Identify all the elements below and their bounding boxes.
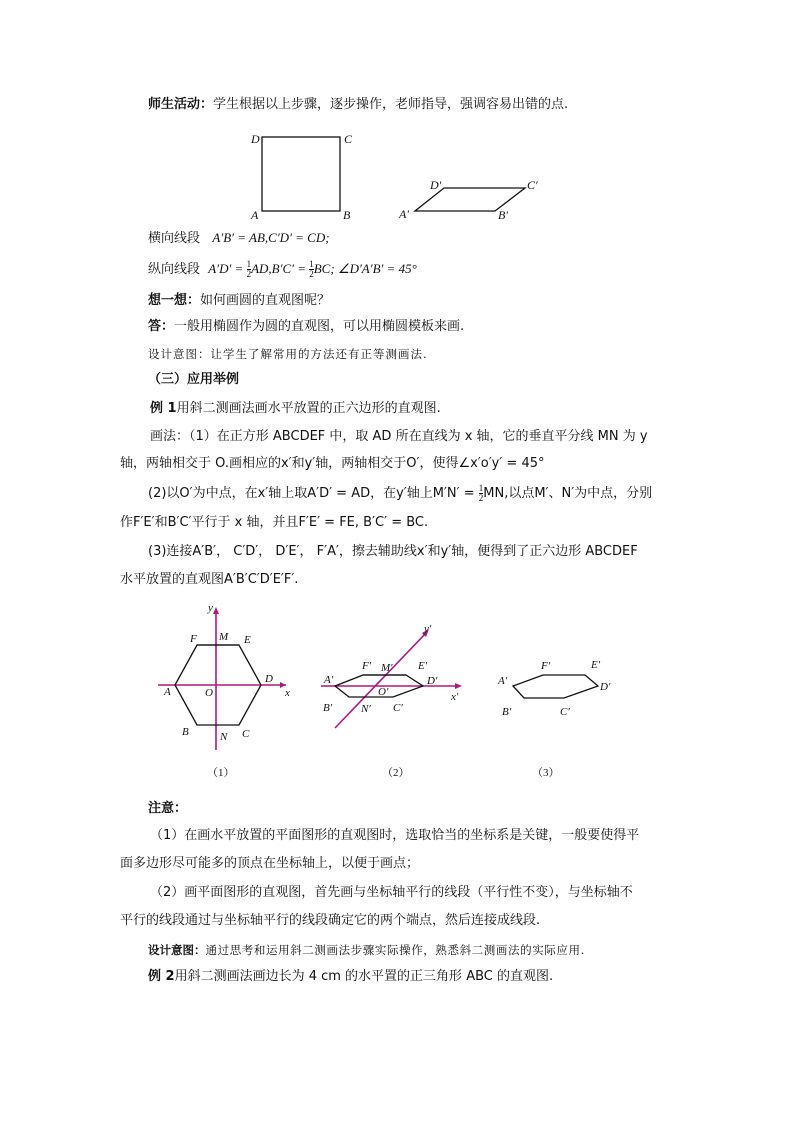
- answer-text: 一般用椭圆作为圆的直观图，可以用椭圆模板来画.: [174, 319, 465, 334]
- think-text: 如何画圆的直观图呢？: [200, 293, 331, 308]
- fig1-label-y: y: [208, 602, 213, 614]
- fig1-label-b: B: [182, 726, 189, 738]
- note-title: 注意：: [148, 801, 188, 816]
- heng-label: 横向线段: [148, 231, 201, 246]
- para-label-b: B′: [498, 208, 508, 222]
- y-arrow-1: [213, 607, 219, 614]
- think-label: 想一想：: [148, 293, 201, 308]
- para-label-a: A′: [399, 207, 409, 221]
- step-1a: 画法：（1）在正方形 ABCDEF 中，取 AD 所在直线为 x 轴，它的垂直平分线 MN 为 y: [150, 429, 648, 444]
- activity-label: 师生活动：: [148, 97, 214, 112]
- square-label-c: C: [344, 132, 353, 146]
- note-2b: 平行的线段通过与坐标轴平行的线段确定它的两个端点，然后连接成线段.: [120, 913, 541, 928]
- fig2-label-y: y′: [424, 623, 432, 635]
- note-1b: 面多边形尽可能多的顶点在坐标轴上，以便于画点；: [120, 856, 420, 871]
- fig3-label-b: B′: [502, 706, 512, 718]
- fig3-caption: （3）: [532, 767, 560, 779]
- step-3b: 水平放置的直观图A′B′C′D′E′F′.: [120, 572, 299, 587]
- activity-text: 学生根据以上步骤，逐步操作，老师指导，强调容易出错的点.: [213, 97, 569, 112]
- step-2a-text-2: MN,以点M′、N′为中点，分别: [483, 486, 653, 501]
- example-2-label: 例 2: [148, 969, 175, 984]
- square-label-b: B: [343, 208, 351, 222]
- step-2b: 作F′E′和B′C′平行于 x 轴，并且F′E′ = FE, B′C′ = BC.: [120, 515, 429, 530]
- zong-f3: BC; ∠D′A′B′ = 45°: [313, 261, 417, 276]
- fig2-label-e: E′: [418, 660, 428, 672]
- step-1b: 轴，两轴相交于 O.画相应的x′和y′轴，两轴相交于O′，使得∠x′o′y′ = 45°: [120, 456, 545, 471]
- design-1: 设计意图：让学生了解常用的方法还有正等测画法.: [148, 347, 428, 361]
- fig2-label-m: M′: [381, 662, 393, 674]
- zong-fraction-2: $\frac{1}{2}$: [309, 259, 314, 279]
- fig3-label-c: C′: [560, 706, 570, 718]
- design-2-text: 通过思考和运用斜二测画法步骤实际操作，熟悉斜二测画法的实际应用.: [205, 943, 585, 957]
- fig2-label-c: C′: [393, 702, 403, 714]
- step-2a-text: (2)以O′为中点，在x′轴上取A′D′ = AD，在y′轴上M′N′ =: [148, 486, 479, 501]
- fig1-label-m: M: [219, 631, 229, 643]
- para-label-d: D′: [430, 178, 442, 192]
- hexagon-shape-3: [513, 675, 598, 698]
- fig2-label-a: A′: [324, 674, 334, 686]
- fig2-label-d: D′: [427, 675, 438, 687]
- fig1-label-n: N: [220, 731, 228, 743]
- fig1-label-c: C: [242, 728, 250, 740]
- fig1-caption: （1）: [207, 767, 235, 779]
- heng-formula: A′B′ = AB,C′D′ = CD;: [212, 230, 330, 245]
- square-figure: [262, 137, 340, 211]
- fig3-label-f: F′: [541, 660, 551, 672]
- fig1-label-a: A: [164, 686, 171, 698]
- fig2-label-b: B′: [323, 702, 333, 714]
- fig1-label-d: D: [265, 673, 273, 685]
- x-arrow-2: [455, 683, 462, 689]
- fig2-label-x: x′: [451, 691, 459, 703]
- note-2a: （2）画平面图形的直观图，首先画与坐标轴平行的线段（平行性不变），与坐标轴不: [150, 885, 633, 900]
- square-label-d: D: [251, 132, 260, 146]
- design-2-label: 设计意图：: [148, 943, 206, 957]
- fig3-label-e: E′: [591, 659, 601, 671]
- zong-f2: AD,B′C′ =: [251, 261, 310, 276]
- para-label-c: C′: [527, 178, 538, 192]
- zong-label: 纵向线段: [148, 262, 201, 277]
- zong-f1: A′D′ =: [208, 261, 247, 276]
- step-2-fraction: $\frac{1}{2}$: [478, 483, 484, 503]
- fig1-label-o: O: [205, 687, 213, 699]
- example-1-label: 例 1: [150, 401, 177, 416]
- fig1-label-e: E: [244, 634, 251, 646]
- fig2-label-f: F′: [362, 660, 372, 672]
- fig2-label-n: N′: [361, 703, 371, 715]
- fig1-label-x: x: [285, 687, 290, 699]
- fig3-label-d: D′: [600, 681, 611, 693]
- section-title: （三）应用举例: [148, 372, 240, 387]
- note-1a: （1）在画水平放置的平面图形的直观图时，选取恰当的坐标系是关键，一般要使得平: [150, 828, 640, 843]
- fig3-label-a: A′: [498, 675, 508, 687]
- example-2-text: 用斜二测画法画边长为 4 cm 的水平置的正三角形 ABC 的直观图.: [174, 969, 554, 984]
- square-label-a: A: [251, 208, 259, 222]
- fig1-label-f: F: [190, 633, 197, 645]
- zong-fraction: $\frac{1}{2}$: [246, 259, 252, 279]
- fig2-caption: （2）: [382, 767, 410, 779]
- square-shape: [262, 137, 340, 211]
- step-3a: (3)连接A′B′， C′D′， D′E′， F′A′，擦去辅助线x′和y′轴，便得到了正六边形 ABCDEF: [148, 544, 638, 559]
- hexagon-figure-2: [321, 629, 462, 728]
- example-1-text: 用斜二测画法画水平放置的正六边形的直观图.: [176, 401, 441, 416]
- fig2-label-o: O′: [378, 686, 389, 698]
- answer-label: 答：: [148, 319, 175, 334]
